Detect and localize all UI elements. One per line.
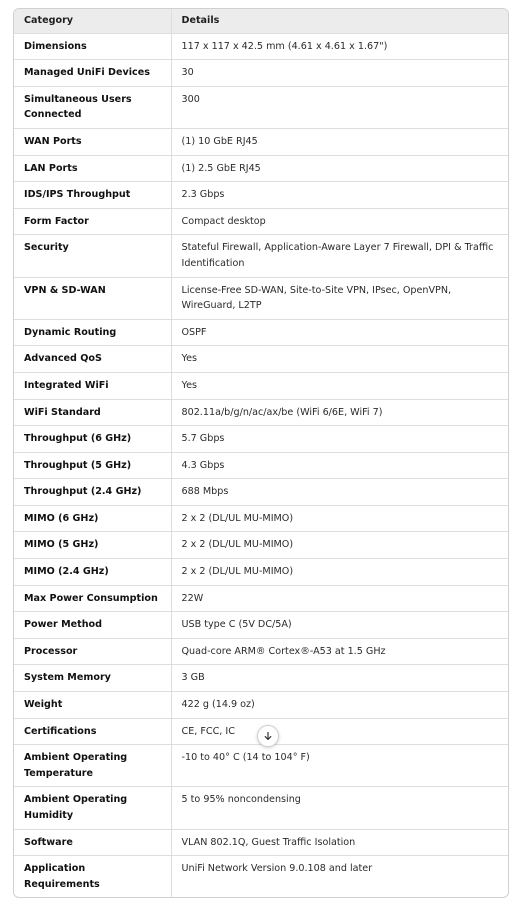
category-cell: Dynamic Routing — [14, 319, 171, 346]
table-row — [14, 235, 508, 277]
details-cell: Compact desktop — [171, 208, 508, 235]
table-row — [14, 346, 508, 373]
table-row — [14, 319, 508, 346]
details-cell: 2 x 2 (DL/UL MU-MIMO) — [171, 505, 508, 532]
details-cell: License-Free SD-WAN, Site-to-Site VPN, IPsec, OpenVPN, WireGuard, L2TP — [171, 277, 508, 319]
category-cell: System Memory — [14, 665, 171, 692]
details-cell: (1) 10 GbE RJ45 — [171, 128, 508, 155]
category-cell: Managed UniFi Devices — [14, 60, 171, 87]
details-cell: Stateful Firewall, Application-Aware Layer 7 Firewall, DPI & Traffic Identification — [171, 235, 508, 277]
category-cell: Software — [14, 829, 171, 856]
details-cell: OSPF — [171, 319, 508, 346]
table-header — [14, 9, 508, 33]
category-cell: MIMO (6 GHz) — [14, 505, 171, 532]
details-cell: 5.7 Gbps — [171, 426, 508, 453]
category-cell: Throughput (2.4 GHz) — [14, 479, 171, 506]
details-cell: (1) 2.5 GbE RJ45 — [171, 155, 508, 182]
details-cell: 688 Mbps — [171, 479, 508, 506]
details-cell: -10 to 40° C (14 to 104° F) — [171, 745, 508, 787]
details-cell: 2 x 2 (DL/UL MU-MIMO) — [171, 532, 508, 559]
table-row — [14, 33, 508, 60]
table-row — [14, 856, 508, 898]
details-cell: Yes — [171, 346, 508, 373]
arrow-down-icon — [263, 731, 273, 741]
table-row — [14, 559, 508, 586]
table-row — [14, 182, 508, 209]
table-row — [14, 532, 508, 559]
table-row — [14, 638, 508, 665]
table-row — [14, 208, 508, 235]
category-cell: IDS/IPS Throughput — [14, 182, 171, 209]
table-row — [14, 665, 508, 692]
details-cell: 802.11a/b/g/n/ac/ax/be (WiFi 6/6E, WiFi 7) — [171, 399, 508, 426]
table-row — [14, 399, 508, 426]
category-cell: Processor — [14, 638, 171, 665]
details-cell: 2 x 2 (DL/UL MU-MIMO) — [171, 559, 508, 586]
category-cell: Throughput (5 GHz) — [14, 452, 171, 479]
category-cell: VPN & SD-WAN — [14, 277, 171, 319]
details-cell: 117 x 117 x 42.5 mm (4.61 x 4.61 x 1.67") — [171, 33, 508, 60]
table-row — [14, 612, 508, 639]
details-cell: UniFi Network Version 9.0.108 and later — [171, 856, 508, 898]
spec-table — [14, 9, 508, 897]
spec-table-container — [13, 8, 509, 898]
table-row — [14, 277, 508, 319]
category-cell: WAN Ports — [14, 128, 171, 155]
table-row — [14, 585, 508, 612]
details-cell: 422 g (14.9 oz) — [171, 692, 508, 719]
table-row — [14, 452, 508, 479]
category-cell: WiFi Standard — [14, 399, 171, 426]
header-details: Details — [171, 9, 508, 33]
table-row — [14, 86, 508, 128]
category-cell: Dimensions — [14, 33, 171, 60]
table-row — [14, 426, 508, 453]
category-cell: Throughput (6 GHz) — [14, 426, 171, 453]
table-row — [14, 372, 508, 399]
details-cell: CE, FCC, IC — [171, 718, 508, 745]
category-cell: Application Requirements — [24, 863, 100, 890]
category-cell: Ambient Operating Humidity — [14, 787, 171, 829]
scroll-to-bottom-button[interactable] — [257, 725, 279, 747]
table-row — [14, 692, 508, 719]
category-cell: Security — [14, 235, 171, 277]
table-row — [14, 505, 508, 532]
details-cell: 2.3 Gbps — [171, 182, 508, 209]
details-cell: USB type C (5V DC/5A) — [171, 612, 508, 639]
category-cell: Power Method — [14, 612, 171, 639]
details-cell: 30 — [171, 60, 508, 87]
details-cell: 3 GB — [171, 665, 508, 692]
details-cell: Yes — [171, 372, 508, 399]
table-row — [14, 128, 508, 155]
category-cell: Form Factor — [14, 208, 171, 235]
category-cell: Advanced QoS — [14, 346, 171, 373]
details-cell: 5 to 95% noncondensing — [171, 787, 508, 829]
category-cell: Certifications — [14, 718, 171, 745]
category-cell: LAN Ports — [14, 155, 171, 182]
details-cell: 300 — [171, 86, 508, 128]
table-row — [14, 745, 508, 787]
table-row — [14, 787, 508, 829]
details-cell: 22W — [171, 585, 508, 612]
table-row — [14, 479, 508, 506]
header-row — [14, 9, 508, 33]
category-cell: MIMO (2.4 GHz) — [14, 559, 171, 586]
details-cell: VLAN 802.1Q, Guest Traffic Isolation — [171, 829, 508, 856]
table-row — [14, 829, 508, 856]
table-row — [14, 60, 508, 87]
category-cell: Integrated WiFi — [14, 372, 171, 399]
details-cell: Quad-core ARM® Cortex®-A53 at 1.5 GHz — [171, 638, 508, 665]
category-cell: Ambient Operating Temperature — [14, 745, 171, 787]
table-body — [14, 33, 508, 897]
header-category: Category — [14, 9, 171, 33]
category-cell: Max Power Consumption — [14, 585, 171, 612]
details-cell: 4.3 Gbps — [171, 452, 508, 479]
category-cell: MIMO (5 GHz) — [14, 532, 171, 559]
category-cell: Simultaneous Users Connected — [14, 86, 171, 128]
table-row — [14, 155, 508, 182]
category-cell: Weight — [14, 692, 171, 719]
